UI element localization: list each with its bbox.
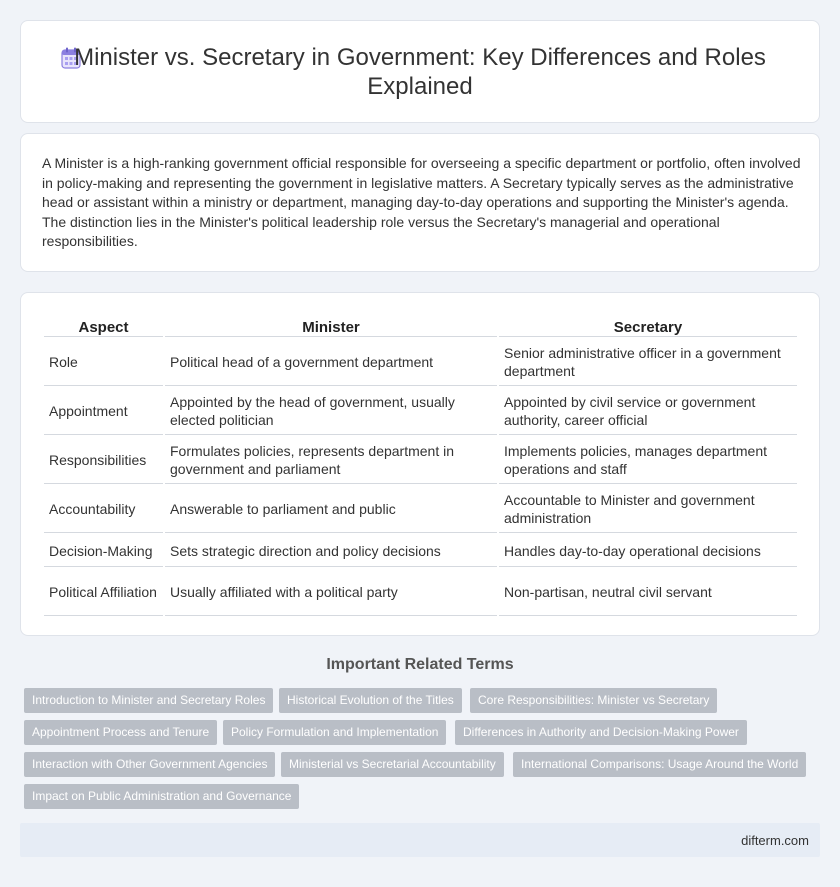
cell-aspect: Political Affiliation — [44, 569, 163, 616]
related-term-tag[interactable]: Policy Formulation and Implementation — [223, 720, 446, 745]
footer — [20, 823, 820, 857]
cell-minister: Appointed by the head of government, usually elected politician — [165, 388, 497, 435]
related-term-tag[interactable]: International Comparisons: Usage Around the World — [513, 752, 806, 777]
intro-card — [20, 133, 820, 272]
cell-aspect: Role — [44, 339, 163, 386]
table-row — [44, 569, 797, 616]
header-card — [20, 20, 820, 123]
related-term-tag[interactable]: Appointment Process and Tenure — [24, 720, 217, 745]
cell-secretary: Accountable to Minister and government administration — [499, 486, 797, 533]
cell-minister: Answerable to parliament and public — [165, 486, 497, 533]
table-header-row — [44, 317, 797, 337]
page-title: Minister vs. Secretary in Government: Key Differences and Roles Explained — [74, 44, 766, 100]
cell-minister: Sets strategic direction and policy decisions — [165, 535, 497, 567]
cell-secretary: Non-partisan, neutral civil servant — [499, 569, 797, 616]
related-term-tag[interactable]: Impact on Public Administration and Governance — [24, 784, 299, 809]
cell-secretary: Senior administrative officer in a government department — [499, 339, 797, 386]
related-term-tag[interactable]: Interaction with Other Government Agencies — [24, 752, 275, 777]
cell-aspect: Appointment — [44, 388, 163, 435]
related-terms-heading: Important Related Terms — [326, 656, 514, 673]
header-aspect: Aspect — [44, 317, 163, 337]
cell-secretary: Handles day-to-day operational decisions — [499, 535, 797, 567]
header-secretary: Secretary — [499, 317, 797, 337]
intro-paragraph: A Minister is a high-ranking government official responsible for overseeing a specific department or portfolio, often involved in policy-making and representing the government in legislative matters. A Secretary typically serves as the administrative head or assistant within a ministry or department, managing day-to-day operations and supporting the Minister's agenda. The distinction lies in the Minister's political leadership role versus the Secretary's managerial and operational responsibilities. — [42, 155, 801, 249]
footer-site-name[interactable]: difterm.com — [741, 833, 809, 848]
related-term-tag[interactable]: Historical Evolution of the Titles — [279, 688, 462, 713]
related-term-tag[interactable]: Differences in Authority and Decision-Making Power — [455, 720, 747, 745]
cell-minister: Formulates policies, represents department in government and parliament — [165, 437, 497, 484]
cell-secretary: Implements policies, manages department operations and staff — [499, 437, 797, 484]
cell-minister: Usually affiliated with a political party — [165, 569, 497, 616]
related-term-tag[interactable]: Core Responsibilities: Minister vs Secretary — [470, 688, 717, 713]
related-term-tag[interactable]: Ministerial vs Secretarial Accountability — [281, 752, 504, 777]
cell-aspect: Responsibilities — [44, 437, 163, 484]
comparison-table — [42, 315, 799, 618]
table-row — [44, 339, 797, 386]
table-row — [44, 535, 797, 567]
table-row — [44, 486, 797, 533]
cell-aspect: Decision-Making — [44, 535, 163, 567]
table-row — [44, 437, 797, 484]
table-row — [44, 388, 797, 435]
comparison-card — [20, 292, 820, 636]
cell-minister: Political head of a government department — [165, 339, 497, 386]
related-term-tag[interactable]: Introduction to Minister and Secretary Roles — [24, 688, 273, 713]
header-minister: Minister — [165, 317, 497, 337]
cell-secretary: Appointed by civil service or government authority, career official — [499, 388, 797, 435]
cell-aspect: Accountability — [44, 486, 163, 533]
